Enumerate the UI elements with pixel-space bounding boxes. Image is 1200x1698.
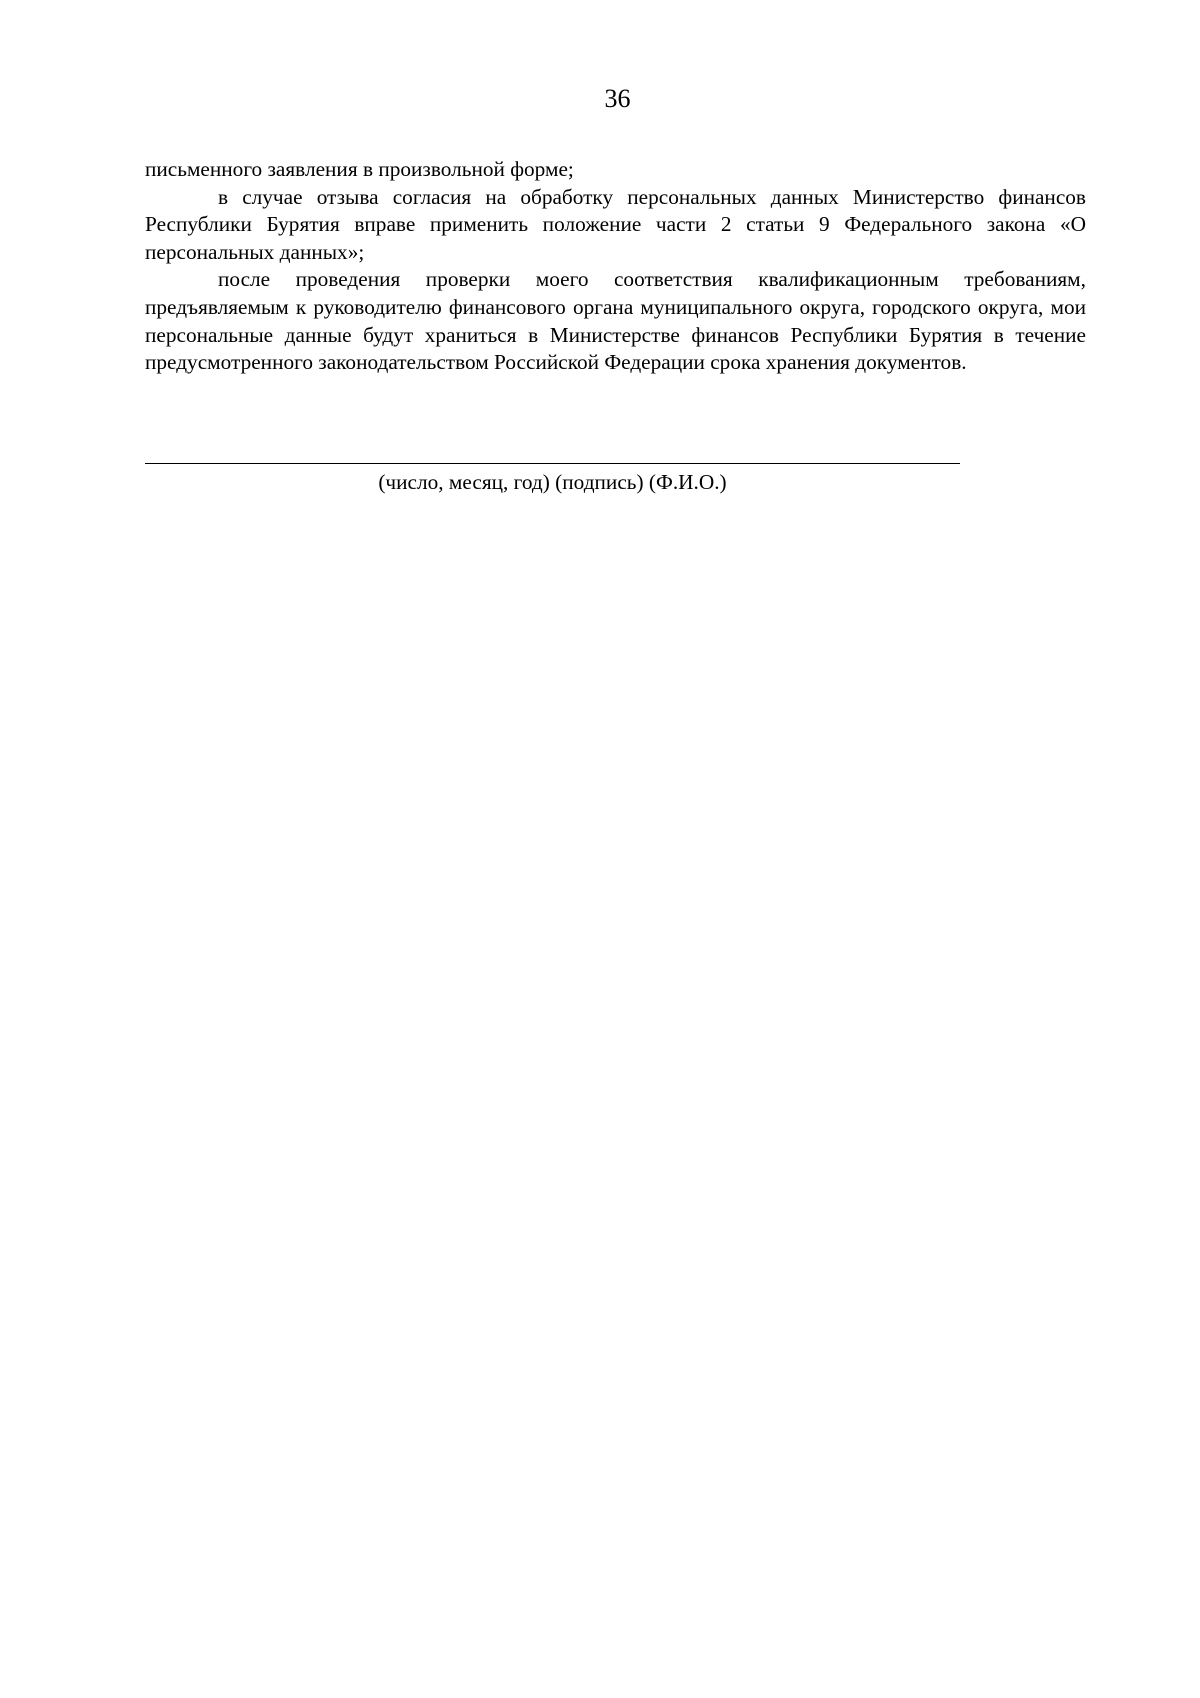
paragraph-data-storage: после проведения проверки моего соответствия квалификационным требованиям, предъявляемым к руководителю финансового органа муниципального округа, городского округа, мои персональные данные будут храниться в Министерстве финансов Республики Бурятия в течение предусмотренного законодательством Российской Федерации срока хранения документов. bbox=[145, 267, 1086, 375]
signature-caption: (число, месяц, год) (подпись) (Ф.И.О.) bbox=[378, 470, 727, 494]
paragraph-continuation: письменного заявления в произвольной форме; bbox=[145, 157, 574, 181]
paragraph-consent-withdrawal: в случае отзыва согласия на обработку персональных данных Министерство финансов Республики Бурятия вправе применить положение части 2 статьи 9 Федерального закона «О персональных данных»; bbox=[145, 184, 1086, 264]
page-number: 36 bbox=[604, 84, 631, 113]
document-body bbox=[145, 156, 1086, 377]
signature-line bbox=[145, 463, 960, 464]
